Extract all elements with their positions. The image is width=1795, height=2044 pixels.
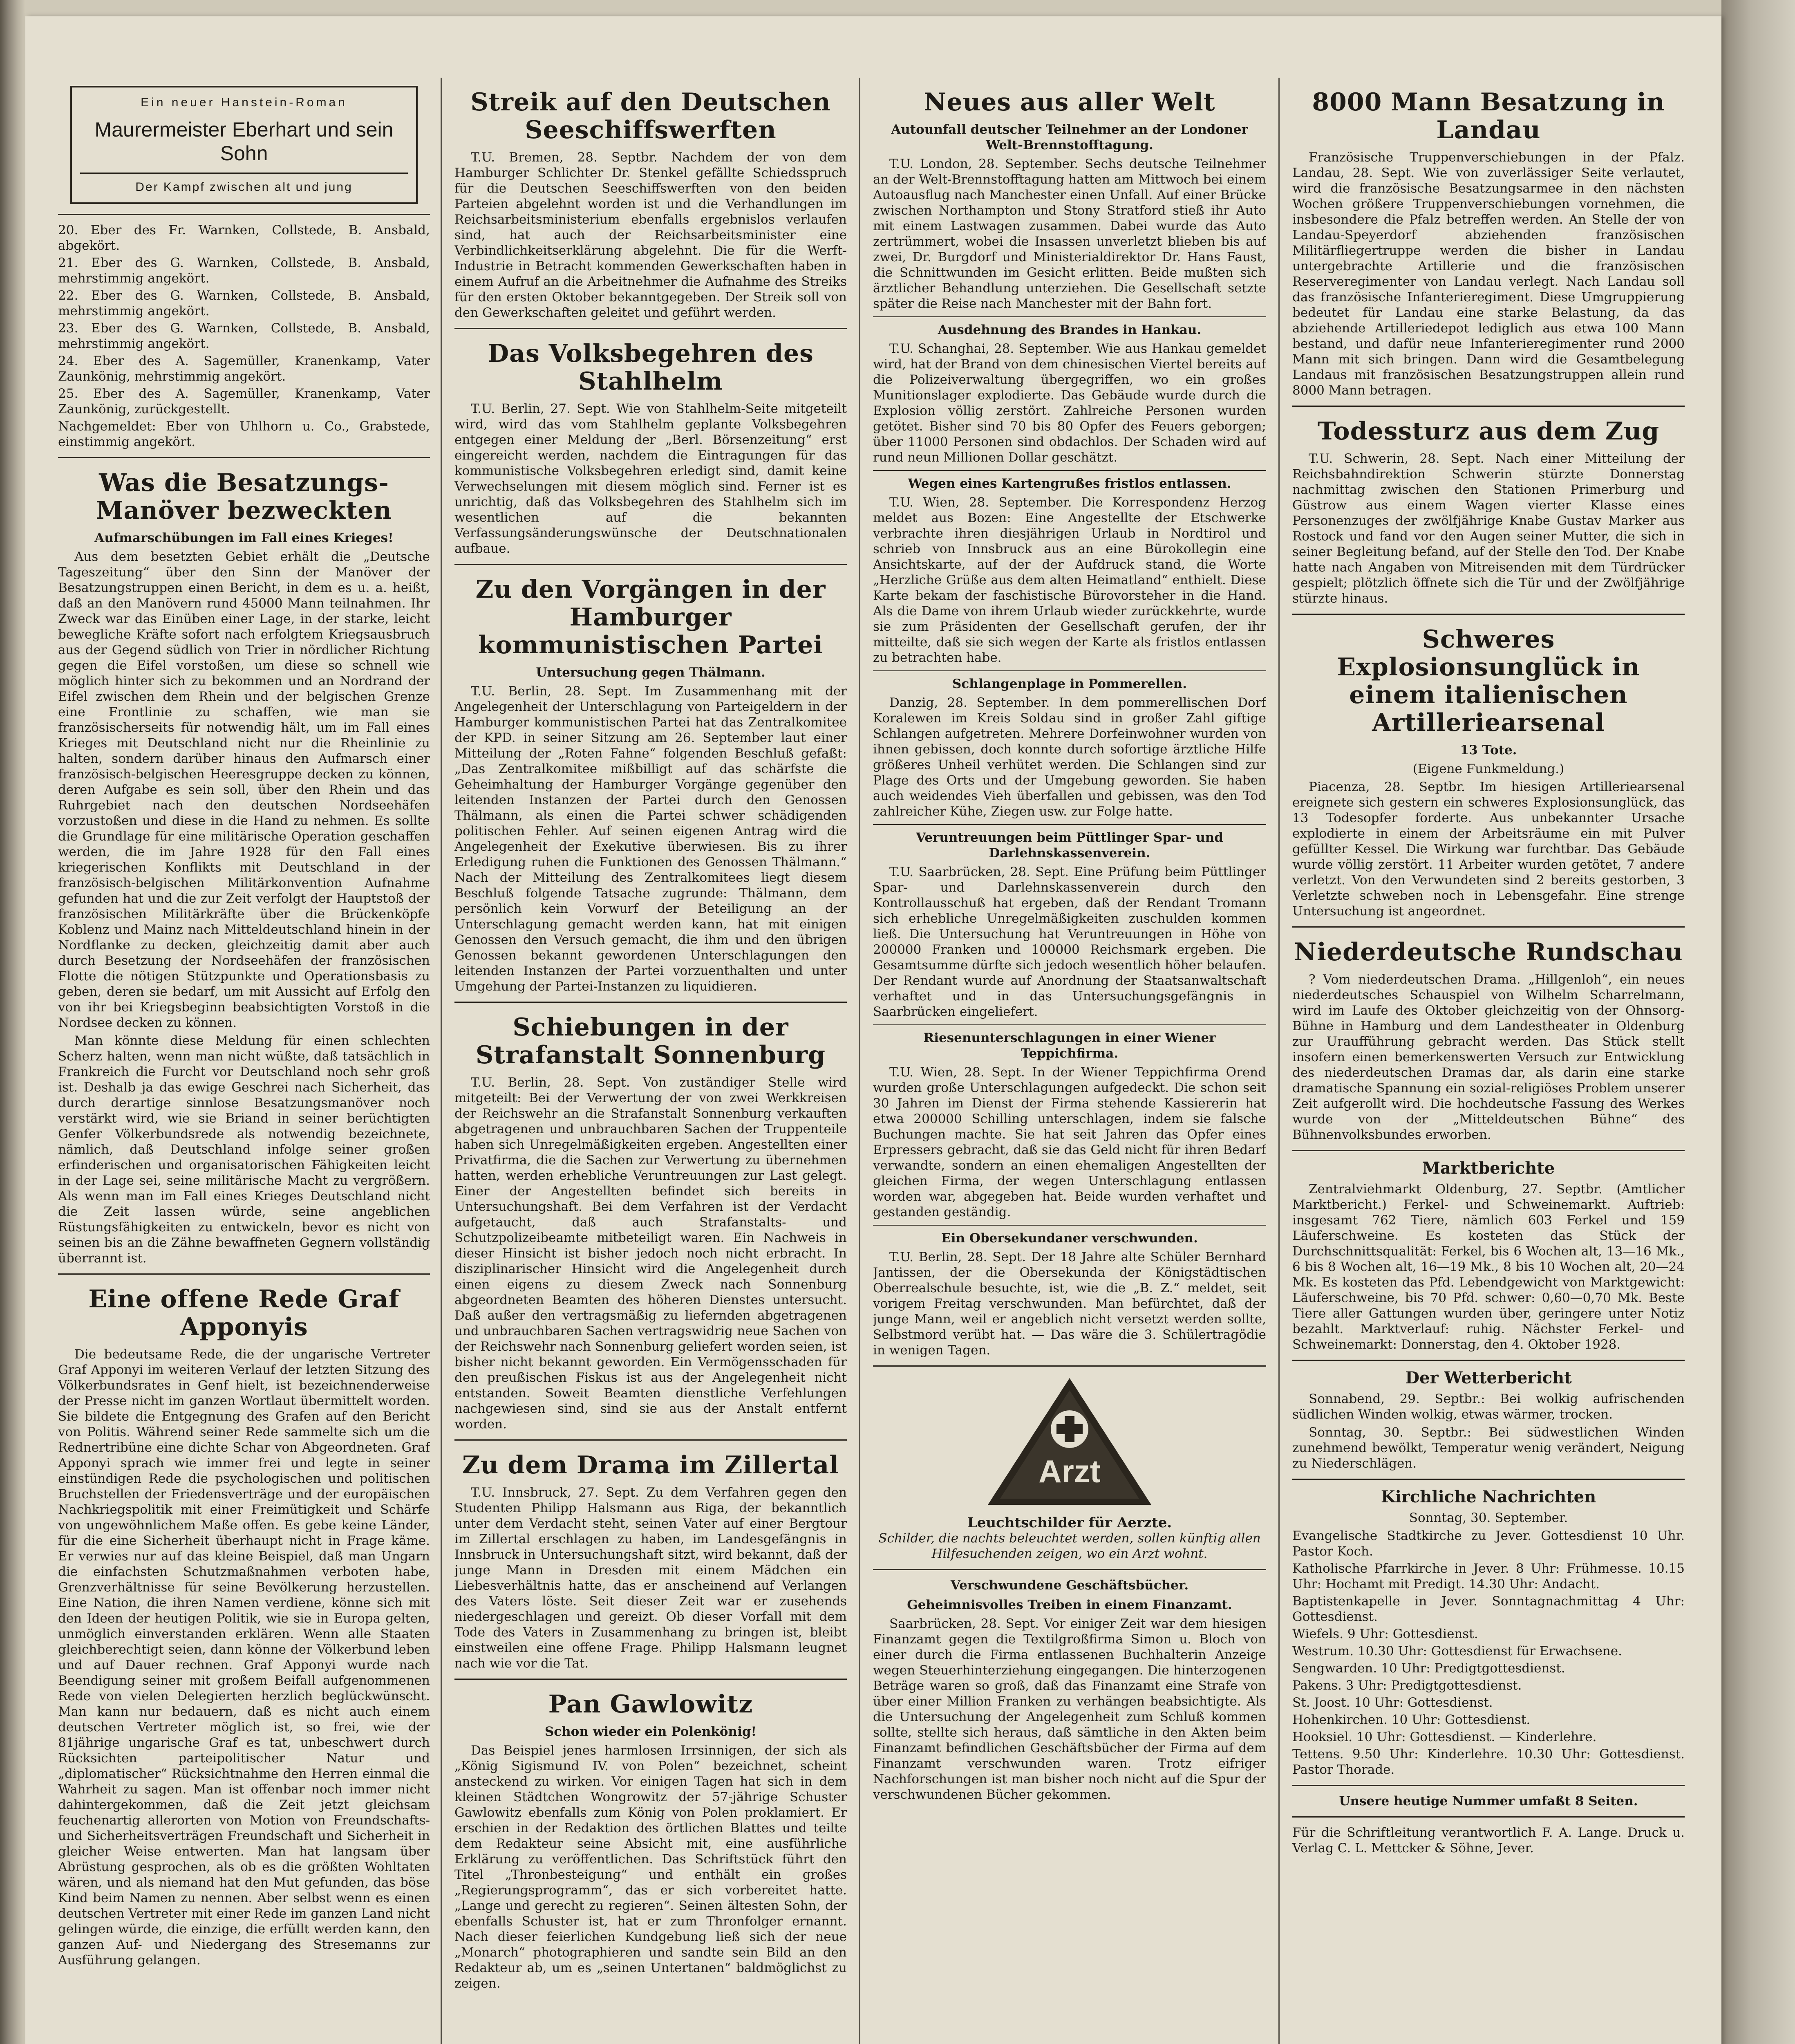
article-subheadline: Aufmarschübungen im Fall eines Krieges! (94, 531, 394, 545)
divider (873, 1225, 1266, 1226)
list-item: 20. Eber des Fr. Warnken, Collstede, B. Ansbald, abgekört. (58, 223, 430, 253)
article-paragraph: T.U. London, 28. September. Sechs deutsche Teilnehmer an der Welt-Brennstofftagung hatten am Mittwoch bei einem Autoausflug nach Manchester einen Unfall. Auf einer Brücke zwischen Northampton und Stony Stratford stieß ihr Auto mit einem Lastwagen zusammen. Dabei wurde das Auto zertrümmert, wobei die Insassen unverletzt blieben bis auf zwei, Dr. Burgdorf und Ministerialdirektor Dr. Hans Faust, die Schnittwunden im Gesicht erlitten. Beide mußten sich ärztlicher Behandlung unterziehen. Die Gesellschaft setzte später die Reise nach Manchester mit der Bahn fort. (873, 157, 1266, 311)
list-item: 23. Eber des G. Warnken, Collstede, B. Ansbald, mehrstimmig angekört. (58, 321, 430, 351)
article-paragraph: ? Vom niederdeutschen Drama. „Hillgenloh“, ein neues niederdeutsches Schauspiel von Wilhelm Scharrelmann, wird im Laufe des Oktober gleichzeitig von der Ohnsorg-Bühne in Hamburg und dem Landestheater in Oldenburg zur Uraufführung gebracht werden. Das Stück stellt insofern einen bemerkenswerten Versuch zur Entwicklung des niederdeutschen Dramas dar, als darin eine starke dramatische Spannung ein sozial-religiöses Problem unserer Zeit aufgerollt wird. Die hochdeutsche Fassung des Werkes wurde von der „Mitteldeutschen Bühne“ des Bühnenvolksbundes erworben. (1292, 972, 1685, 1142)
list-item: 22. Eber des G. Warnken, Collstede, B. Ansbald, mehrstimmig angekört. (58, 288, 430, 318)
article-headline: Niederdeutsche Rundschau (1294, 938, 1683, 966)
article-subheadline: Wegen eines Kartengrußes fristlos entlassen. (908, 476, 1231, 491)
section-heading: Kirchliche Nachrichten (1381, 1487, 1596, 1506)
article-headline: Neues aus aller Welt (924, 88, 1215, 117)
article-headline: Eine offene Rede Graf Apponyis (88, 1285, 400, 1341)
article-headline: Todessturz aus dem Zug (1317, 417, 1660, 446)
section-heading: Marktberichte (1422, 1159, 1555, 1178)
advert-caption: Leuchtschilder für Aerzte. (967, 1515, 1172, 1531)
article-headline: Das Volksbegehren des Stahlhelm (488, 339, 814, 396)
doctor-sign-advert (873, 1374, 1266, 1562)
divider (1292, 1479, 1685, 1480)
article-paragraph: T.U. Innsbruck, 27. Sept. Zu dem Verfahren gegen den Studenten Philipp Halsmann aus Riga, der bekanntlich unter dem Verdacht steht, seinen Vater auf einer Bergtour im Zillertal erschlagen zu haben, im Landesgefängnis in Innsbruck in Untersuchungshaft sitzt, wird bekannt, daß der junge Mann in Dresden mit einem Mädchen ein Liebesverhältnis hatte, das er anscheinend auf Verlangen des Vaters löste. Seit dieser Zeit war er zusehends niedergeschlagen und gereizt. Ob dieser Vorfall mit dem Tode des Vaters in Zusammenhang zu bringen ist, bleibt einstweilen eine offene Frage. Philipp Halsmann leugnet nach wie vor die Tat. (454, 1485, 847, 1671)
list-item: Tettens. 9.50 Uhr: Kinderlehre. 10.30 Uhr: Gottesdienst. Pastor Thorade. (1292, 1747, 1685, 1777)
article-subheadline: Ein Obersekundaner verschwunden. (941, 1231, 1198, 1246)
article-paragraph: T.U. Schanghai, 28. September. Wie aus Hankau gemeldet wird, hat der Brand von dem chinesischen Viertel bereits auf die Polizeiverwaltung übergegriffen, wo ein großes Munitionslager explodierte. Das Gebäude wurde durch die Explosion völlig zerstört. Zahlreiche Personen wurden getötet. Bisher sind 70 bis 80 Opfer des Feuers geborgen; über 11000 Personen sind obdachlos. Der Schaden wird auf rund neun Millionen Dollar geschätzt. (873, 341, 1266, 465)
article-paragraph: T.U. Berlin, 27. Sept. Wie von Stahlhelm-Seite mitgeteilt wird, wird das vom Stahlhelm geplante Volksbegehren entgegen einer Meldung der „Berl. Börsenzeitung“ erst eingereicht werden, nachdem die Eintragungen für das kommunistische Volksbegehren erledigt sind, damit keine Verwechselungen mit diesem möglich sind. Ferner ist es unrichtig, daß das Volksbegehren des Stahlhelm sich im wesentlichen auf die bekannten Verfassungsänderungswünsche der Deutschnationalen aufbaue. (454, 401, 847, 556)
article-headline: 8000 Mann Besatzung in Landau (1312, 88, 1665, 144)
list-item: Katholische Pfarrkirche in Jever. 8 Uhr: Frühmesse. 10.15 Uhr: Hochamt mit Predigt. 14.30 Uhr: Andacht. (1292, 1561, 1685, 1591)
roman-title: Maurermeister Eberhart und sein Sohn (94, 118, 394, 165)
list-item: Hohenkirchen. 10 Uhr: Gottesdienst. (1292, 1712, 1531, 1727)
divider (1292, 1816, 1685, 1818)
page-edge-shadow (1721, 0, 1795, 2044)
divider (873, 470, 1266, 471)
article-subheadline: Veruntreuungen beim Püttlinger Spar- und Darlehnskassenverein. (916, 830, 1223, 861)
article-paragraph: T.U. Wien, 28. Sept. In der Wiener Teppichfirma Orend wurden große Unterschlagungen aufgedeckt. Die schon seit 30 Jahren im Dienst der Firma stehende Kassiererin hat etwa 200000 Schilling unterschlagen, indem sie falsche Buchungen machte. Sie hat seit Jahren das Opfer eines Erpressers gebracht, daß sie das Geld nicht für ihren Bedarf verwandte, sondern an einen ehemaligen Angestellten der gleichen Firma, der wegen Unterschlagung entlassen worden war, abgegeben hat. Beide wurden verhaftet und gestanden geständig. (873, 1065, 1266, 1219)
article-paragraph: T.U. Schwerin, 28. Sept. Nach einer Mitteilung der Reichsbahndirektion Schwerin stürzte Donnerstag nachmittag zwischen den Stationen Primerburg und Güstrow aus einem Wagen vierter Klasse eines Personenzuges der zwölfjährige Knabe Gustav Marker aus Rostock und fand vor den Augen seiner Mutter, die sich in seiner Begleitung befand, auf der Stelle den Tod. Der Knabe hatte nach Angaben von Mitreisenden mit dem Türdrücker gespielt; plötzlich öffnete sich die Tür und der Zwölfjährige stürzte hinaus. (1292, 451, 1685, 606)
section-heading: Der Wetterbericht (1405, 1368, 1572, 1387)
article-subheadline: Schon wieder ein Polenkönig! (544, 1724, 757, 1739)
article-subheadline: Riesenunterschlagungen in einer Wiener Teppichfirma. (923, 1031, 1216, 1061)
article-paragraph: Piacenza, 28. Septbr. Im hiesigen Artilleriearsenal ereignete sich gestern ein schweres Explosionsunglück, das 13 Todesopfer forderte. Aus unbekannter Ursache explodierte in einem der Arbeitsräume ein mit Pulver gefüllter Kessel. Die Wirkung war furchtbar. Das Gebäude wurde völlig zerstört. 11 Arbeiter wurden getötet, 7 andere verletzt. Von den Verwundeten sind 2 bereits gestorben, 3 Verletzte schweben noch in Lebensgefahr. Eine strenge Untersuchung ist angeordnet. (1292, 780, 1685, 919)
article-subheadline: 13 Tote. (1460, 743, 1517, 758)
list-item: Wiefels. 9 Uhr: Gottesdienst. (1292, 1627, 1478, 1641)
divider (1292, 1150, 1685, 1151)
article-paragraph: Französische Truppenverschiebungen in der Pfalz. Landau, 28. Sept. Wie von zuverlässiger Seite verlautet, wird die französische Besatzungsarmee in den nächsten Wochen größere Truppenverschiebungen vornehmen, die insbesondere die Pfalz betreffen werden. An Stelle der von Landau-Speyerdorf abziehenden französischen Militärfliegertruppe werden die bisher in Landau untergebrachte Artillerie und die französischen Reserveregimenter von Landau verlegt. Nach Landau soll das französische Infanterieregiment. Diese Umgruppierung bedeutet für Landau eine starke Belastung, da das abziehende Artilleriedepot lediglich aus etwa 100 Mann bestand, und dafür neue Infanterieregimenter rund 2000 Mann mit sich bringen. Dann wird die Gesamtbelegung Landaus mit französischen Besatzungstruppen allein rund 8000 Mann betragen. (1292, 150, 1685, 398)
newspaper-page (25, 16, 1721, 2044)
divider (454, 1679, 847, 1680)
article-paragraph: Die bedeutsame Rede, die der ungarische Vertreter Graf Apponyi im weiteren Verlauf der letzten Sitzung des Völkerbundsrates in Genf hielt, ist bezeichnenderweise der Presse nicht im ganzen Wortlaut übermittelt worden. Sie bildete die Entgegnung des Grafen auf den Bericht von Politis. Während seiner Rede sammelte sich um die Rednertribüne eine dichte Schar von Abgeordneten. Graf Apponyi sprach wie immer frei und legte in seiner einstündigen Rede die psychologischen und politischen Bruchstellen der Friedensverträge und der europäischen Nachkriegspolitik mit einer Freimütigkeit und Schärfe von ungewöhnlichem Maße offen. Es gebe keine Länder, für die eine Sicherheit überhaupt nicht in Frage käme. Er verwies nur auf das kleine Beispiel, daß man Ungarn die einfachsten Schutzmaßnahmen verboten habe, Grenzverhältnisse für seine Bevölkerung herzustellen. Eine Nation, die ihren Namen verdiene, könne sich mit den Ideen der heutigen Politik, wie sie in Europa gelten, unmöglich einverstanden erklären. Wenn alle Staaten gleichberechtigt seien, dann könne der Völkerbund leben und auf Dauer rechnen. Graf Apponyi wurde nach Beendigung seiner mit großem Beifall aufgenommenen Rede von vielen Delegierten herzlich beglückwünscht. Man kann nur bedauern, daß es nicht auch einem deutschen Vertreter möglich ist, so frei, wie der 81jährige ungarische Graf es tat, unbeschwert durch Rücksichten parteipolitischer Natur und „diplomatischer“ Rücksichtnahme den Herren einmal die Wahrheit zu sagen. Man ist offenbar noch immer nicht dahintergekommen, daß die Zeit jetzt gleichsam feuchenartig allerorten von Motion von Freundschafts- und Sicherheitsverträgen Freundschaft und Sicherheit in gleicher Weise entwerten. Man hat langsam über Abrüstung gesprochen, als ob es die größten Wohltaten wären, und als niemand hat den Mut gefunden, das böse Kind beim Namen zu nennen. Aber selbst wenn es einen deutschen Vertreter mit einer Rede im ganzen Land nicht gelingen würde, die einzige, die erfüllt werden kann, den ganzen Auf- und Niedergang des Stresemanns zur Ausführung gelangen. (58, 1347, 430, 1968)
list-item: Baptistenkapelle in Jever. Sonntagnachmittag 4 Uhr: Gottesdienst. (1292, 1594, 1685, 1624)
article-headline: Schweres Explosionsunglück in einem italienischen Artilleriearsenal (1337, 625, 1640, 737)
article-headline: Pan Gawlowitz (548, 1690, 753, 1719)
divider (1292, 406, 1685, 407)
auction-list (58, 222, 430, 450)
advert-text: Schilder, die nachts beleuchtet werden, sollen künftig allen Hilfesuchenden zeigen, wo ein Arzt wohnt. (878, 1531, 1261, 1561)
divider (1292, 614, 1685, 615)
article-subheadline: Geheimnisvolles Treiben in einem Finanzamt. (907, 1598, 1232, 1612)
roman-advert-box (70, 86, 418, 204)
divider (873, 824, 1266, 825)
article-paragraph: Aus dem besetzten Gebiet erhält die „Deutsche Tageszeitung“ über den Sinn der Manöver der Besatzungstruppen einen Bericht, in dem es u. a. heißt, daß an den Manövern rund 45000 Mann teilnahmen. Ihr Zweck war das Einüben einer Lage, in der starke, leicht bewegliche Kräfte sofort nach erfolgtem Kriegsausbruch aus der Gegend südlich von Trier in nördlicher Richtung gegen die Eifel vorstoßen, um diese so schnell wie möglich hinter sich zu bekommen und an Nordrand der Eifel zwischen dem Rhein und der belgischen Grenze eine Frontlinie zu schaffen, wie man sie französischerseits für notwendig hält, um im Fall eines Krieges mit Deutschland nicht nur die Rheinlinie zu halten, sondern darüber hinaus den Aufmarsch einer französisch-belgischen Heeresgruppe decken zu können, deren Aufgabe es sein soll, über den Rhein und das Ruhrgebiet nach den deutschen Nordseehäfen vorzustoßen und diese in die Hand zu nehmen. Es sollte die Grundlage für eine militärische Operation geschaffen werden, die im Jahre 1928 für den Fall eines kriegerischen Konflikts mit Deutschland in der französisch-belgischen Militärkonvention Aufnahme gefunden hat und die zur Zeit verfolgt der Hauptstoß der französischen Militärkräfte über die Brückenköpfe Koblenz und Mainz nach Mitteldeutschland hinein in der Nordflanke zu decken, gleichzeitig damit aber auch durch Besetzung der Nordseehäfen der französischen Flotte die nötigen Stützpunkte und Operationsbasis zu geben, deren sie bedarf, um mit Aussicht auf Erfolg den von ihr bei Kriegsbeginn beabsichtigten Vorstoß in die Nordsee decken zu können. (58, 549, 430, 1030)
divider (58, 457, 430, 458)
column-1 (58, 78, 430, 2044)
article-paragraph: Sonnabend, 29. Septbr.: Bei wolkig aufrischenden südlichen Winden wolkig, etwas wärmer, trocken. (1292, 1392, 1685, 1422)
divider (454, 328, 847, 329)
article-subheadline: Verschwundene Geschäftsbücher. (950, 1578, 1189, 1593)
column-4 (1292, 78, 1685, 2044)
article-paragraph: Zentralviehmarkt Oldenburg, 27. Septbr. (Amtlicher Marktbericht.) Ferkel- und Schweinemarkt. Auftrieb: insgesamt 762 Tiere, nämlich 603 Ferkel und 159 Läuferschweine. Es kosteten das Stück der Durchschnittsqualität: Ferkel, bis 6 Wochen alt, 13—16 Mk., 6 bis 8 Wochen alt, 16—19 Mk., 8 bis 10 Wochen alt, 20—24 Mk. Es kosteten das Pfd. Lebendgewicht von Marktgewicht: Läuferschweine, bis 70 Pfd. schwer: 0,60—0,70 Mk. Beste Tiere aller Gattungen wurden über, geringere unter Notiz bezahlt. Marktverlauf: ruhig. Nächster Ferkel- und Schweinemarkt: Donnerstag, den 4. Oktober 1928. (1292, 1182, 1685, 1352)
divider (1292, 1785, 1685, 1786)
column-rule (859, 78, 860, 2044)
list-item: Hooksiel. 10 Uhr: Gottesdienst. — Kinderlehre. (1292, 1730, 1597, 1744)
page-count-notice: Unsere heutige Nummer umfaßt 8 Seiten. (1339, 1794, 1638, 1809)
divider (58, 1273, 430, 1275)
article-paragraph: Saarbrücken, 28. Sept. Vor einiger Zeit war dem hiesigen Finanzamt gegen die Textilgroßfirma Simon u. Bloch von einer durch die Firma entlassenen Buchhalterin Anzeige wegen Steuerhinterziehung eingegangen. Die hinterzogenen Beträge waren so groß, daß das Finanzamt eine Strafe von über einer Million Franken zu verhängen beabsichtigte. Als die Untersuchung der Angelegenheit zum Schluß kommen sollte, stellte sich heraus, daß sämtliche in den Akten beim Finanzamt befindlichen Geschäftsbücher der Firma auf dem Finanzamt verschwunden waren. Trotz eifriger Nachforschungen ist man bisher noch nicht auf die Spur der verschwundenen Bücher gekommen. (873, 1616, 1266, 1802)
article-paragraph: T.U. Berlin, 28. Sept. Von zuständiger Stelle wird mitgeteilt: Bei der Verwertung der von zwei Werkkreisen der Reichswehr an die Strafanstalt Sonnenburg verkauften abgetragenen und unbrauchbaren Sachen der Truppenteile haben sich Unregelmäßigkeiten ergeben. Angestellten einer Privatfirma, die die Sachen zur Verwertung zu übernehmen hatten, werden erhebliche Veruntreuungen zur Last gelegt. Einer der Angestellten befindet sich bereits in Untersuchungshaft. Bei dem Verfahren ist der Verdacht aufgetaucht, daß auch Strafanstalts- und Schutzpolizeibeamte mitbeteiligt waren. Ein Nachweis in dieser Hinsicht ist bisher jedoch noch nicht erbracht. In disziplinarischer Hinsicht wird die Angelegenheit durch einen eigens zu diesem Zweck nach Sonnenburg abgeordneten Beamten des höheren Dienstes untersucht. Daß außer den vertragsmäßig zu liefernden abgetragenen und unbrauchbaren Sachen vertragswidrig neue Sachen von der Reichswehr nach Sonnenburg geliefert worden seien, ist bisher nicht bekannt geworden. Ein Vermögensschaden für den preußischen Fiskus ist aus der Angelegenheit nicht entstanden. Soweit Beamten dienstliche Verfehlungen nachgewiesen sind, sind sie aus der Anstalt entfernt worden. (454, 1075, 847, 1432)
divider (873, 1365, 1266, 1367)
list-item: Pakens. 3 Uhr: Predigtgottesdienst. (1292, 1678, 1522, 1693)
divider (873, 1569, 1266, 1570)
article-subheadline: Autounfall deutscher Teilnehmer an der Londoner Welt-Brennstofftagung. (891, 122, 1248, 152)
article-paragraph: T.U. Berlin, 28. Sept. Im Zusammenhang mit der Angelegenheit der Unterschlagung von Parteigeldern in der Hamburger kommunistischen Partei hat das Zentralkomitee der KPD. in seiner Sitzung am 26. September laut einer Mitteilung der „Roten Fahne“ folgenden Beschluß gefaßt: „Das Zentralkomitee mißbilligt auf das schärfste die Geheimhaltung der Hamburger Vorgänge gegenüber den leitenden Instanzen der Partei durch den Genossen Thälmann, als einen die Partei schwer schädigenden politischen Fehler. Auf seinen eigenen Antrag wird die Angelegenheit der Exekutive überwiesen. Bis zu ihrer Erledigung ruhen die Funktionen des Genossen Thälmann.“ Nach der Mitteilung des Zentralkomitees liegt diesem Beschluß folgende Tatsache zugrunde: Thälmann, dem persönlich kein Vorwurf der Beteiligung an der Unterschlagung gemacht werden kann, hat mit einigen Genossen den Versuch gemacht, die ihm und den übrigen Genossen bekannt gewordenen Unterschlagungen den leitenden Instanzen der Partei vorzuenthalten und unter Umgehung der Partei-Instanzen zu liquidieren. (454, 684, 847, 994)
column-2 (454, 78, 847, 2044)
divider (1292, 1360, 1685, 1361)
article-subheadline: Ausdehnung des Brandes in Hankau. (938, 323, 1202, 337)
article-subheadline: Schlangenplage in Pommerellen. (952, 677, 1187, 691)
church-date: Sonntag, 30. September. (1409, 1511, 1568, 1525)
divider (873, 1024, 1266, 1025)
divider (1292, 926, 1685, 928)
article-paragraph: T.U. Berlin, 28. Sept. Der 18 Jahre alte Schüler Bernhard Jantissen, der die Obersekunda der Königstädtischen Oberrealschule besuchte, ist, wie die „B. Z.“ meldet, seit vorigem Freitag verschwunden. Man befürchtet, daß der junge Mann, weil er angeblich nicht versetzt werden sollte, Selbstmord verübt hat. — Das wäre die 3. Schülertragödie in wenigen Tagen. (873, 1250, 1266, 1358)
article-paragraph: Sonntag, 30. Septbr.: Bei südwestlichen Winden zunehmend bewölkt, Temperatur wenig verändert, Neigung zu Niederschlägen. (1292, 1425, 1685, 1471)
article-paragraph: T.U. Wien, 28. September. Die Korrespondenz Herzog meldet aus Bozen: Eine Angestellte der Etschwerke verbrachte ihren diesjährigen Urlaub in Nordtirol und schrieb von Innsbruck aus an eine Bürokollegin eine Ansichtskarte, auf der der Aufdruck stand, die Worte „Herzliche Grüße aus dem alten Heimatland“ enthielt. Diese Karte bekam der faschistische Bürovorsteher in die Hand. Als die Dame von ihrem Urlaub wieder zurückkehrte, wurde sie zum Präsidenten der Gesellschaft gerufen, der ihr mitteilte, daß sie sich wegen der Karte als fristlos entlassen zu betrachten habe. (873, 495, 1266, 665)
imprint: Für die Schriftleitung verantwortlich F. A. Lange. Druck u. Verlag C. L. Mettcker & Söhne, Jever. (1292, 1825, 1685, 1856)
list-item: 21. Eber des G. Warnken, Collstede, B. Ansbald, mehrstimmig angekört. (58, 256, 430, 286)
church-list (1292, 1528, 1685, 1777)
article-paragraph: Man könnte diese Meldung für einen schlechten Scherz halten, wenn man nicht wüßte, daß tatsächlich in Frankreich die Furcht vor Deutschland noch sehr groß ist. Deshalb ja das ewige Geschrei nach Sicherheit, das durch derartige sinnlose Besatzungsmanöver noch verstärkt wird, wie sie Briand in seiner berüchtigten Genfer Völkerbundsrede als notwendig bezeichnete, nämlich, daß Deutschland infolge seiner großen erfinderischen und organisatorischen Fähigkeiten leicht in der Lage sei, seine militärische Macht zu vergrößern. Als wenn man im Fall eines Krieges Deutschland nicht die Zeit lassen würde, seine angeblichen Rüstungsfähigkeiten zu entwickeln, bevor es nicht von seinen bis an die Zähne bewaffneten Gegnern vollständig überrannt ist. (58, 1033, 430, 1266)
list-item: 25. Eber des A. Sagemüller, Kranenkamp, Vater Zaunkönig, zurückgestellt. (58, 386, 430, 417)
page-binding-shadow (0, 0, 25, 2044)
article-headline: Zu dem Drama im Zillertal (462, 1451, 839, 1479)
doctor-sign-icon (984, 1374, 1155, 1509)
article-headline: Zu den Vorgängen in der Hamburger kommunistischen Partei (475, 575, 826, 659)
list-item: Sengwarden. 10 Uhr: Predigtgottesdienst. (1292, 1661, 1565, 1676)
doctor-sign-word: Arzt (1039, 1453, 1101, 1489)
article-dateline: (Eigene Funkmeldung.) (1412, 762, 1564, 776)
column-rule (441, 78, 442, 2044)
divider (454, 1002, 847, 1003)
article-paragraph: Danzig, 28. September. In dem pommerellischen Dorf Koralewen im Kreis Soldau sind in großer Zahl giftige Schlangen aufgetreten. Mehrere Dorfeinwohner wurden von ihnen gebissen, doch konnte durch sofortige ärztliche Hilfe größeres Unheil verhütet werden. Die Schlangen sind zur Plage des Orts und der Umgebung geworden. Sie haben auch weidendes Vieh überfallen und gebissen, was den Tod zahlreicher Kühe, Ziegen usw. zur Folge hatte. (873, 695, 1266, 819)
list-item: Westrum. 10.30 Uhr: Gottesdienst für Erwachsene. (1292, 1644, 1622, 1659)
article-headline: Streik auf den Deutschen Seeschiffswerften (470, 88, 831, 144)
article-paragraph: T.U. Bremen, 28. Septbr. Nachdem der von dem Hamburger Schlichter Dr. Stenkel gefällte Schiedsspruch für die Deutschen Seeschiffswerften von den beiden Parteien abgelehnt worden ist und die Verhandlungen im Reichsarbeitsministerium ebenfalls ergebnislos verlaufen sind, hat auch der Reichsarbeitsminister eine Verbindlichkeitserklärung abgelehnt. Die für die Werft-Industrie in Betracht kommenden Gewerkschaften haben in einem Aufruf an die Arbeitnehmer die Aufnahme des Streiks für den ersten Oktober bekanntgegeben. Der Streik soll von den Gewerkschaften geleitet und geführt werden. (454, 150, 847, 320)
article-paragraph: Das Beispiel jenes harmlosen Irrsinnigen, der sich als „König Sigismund IV. von Polen“ bezeichnet, scheint ansteckend zu wirken. Vor einigen Tagen hat sich in dem kleinen Städtchen Wongrowitz der 57-jährige Schuster Gawlowitz ebenfalls zum König von Polen proklamiert. Er erschien in der Redaktion des örtlichen Blattes und teilte dem Redakteur seine Absicht mit, eine ausführliche Erklärung zu veröffentlichen. Das Schriftstück führt den Titel „Thronbesteigung“ und enthält ein großes „Regierungsprogramm“, das er sich vorbereitet hatte. „Lange und gerecht zu regieren“. Seinen ältesten Sohn, der ebenfalls Schuster ist, hat er zum Thronfolger ernannt. Nach dieser feierlichen Kundgebung ließ sich der neue „Monarch“ photographieren und sandte sein Bild an den Redakteur ab, um es „seinen Untertanen“ baldmöglichst zu zeigen. (454, 1743, 847, 1991)
article-paragraph: T.U. Saarbrücken, 28. Sept. Eine Prüfung beim Püttlinger Spar- und Darlehnskassenverein durch den Kontrollausschuß hat ergeben, daß der Rendant Tromann sich erhebliche Unregelmäßigkeiten zuschulden kommen ließ. Die Untersuchung hat Veruntreuungen in Höhe von 200000 Franken und 100000 Reichsmark ergeben. Die Gesamtsumme dürfte sich jedoch wesentlich höher belaufen. Der Rendant wurde auf Anordnung der Staatsanwaltschaft verhaftet und in das Untersuchungsgefängnis in Saarbrücken eingeliefert. (873, 865, 1266, 1019)
list-item: 24. Eber des A. Sagemüller, Kranenkamp, Vater Zaunkönig, mehrstimmig angekört. (58, 354, 430, 384)
list-item: Evangelische Stadtkirche zu Jever. Gottesdienst 10 Uhr. Pastor Koch. (1292, 1529, 1685, 1559)
column-3 (873, 78, 1266, 2044)
divider (873, 670, 1266, 671)
list-item: St. Joost. 10 Uhr: Gottesdienst. (1292, 1695, 1493, 1710)
article-headline: Schiebungen in der Strafanstalt Sonnenburg (475, 1013, 826, 1069)
divider (58, 214, 430, 215)
divider (454, 1439, 847, 1441)
article-headline: Was die Besatzungs-Manöver bezweckten (96, 468, 392, 525)
roman-footer: Der Kampf zwischen alt und jung (80, 173, 408, 195)
list-item: Nachgemeldet: Eber von Uhlhorn u. Co., Grabstede, einstimmig angekört. (58, 419, 430, 449)
column-rule (1278, 78, 1280, 2044)
divider (873, 316, 1266, 317)
article-subheadline: Untersuchung gegen Thälmann. (536, 665, 765, 680)
roman-kicker: Ein neuer Hanstein-Roman (141, 96, 347, 109)
divider (454, 564, 847, 565)
